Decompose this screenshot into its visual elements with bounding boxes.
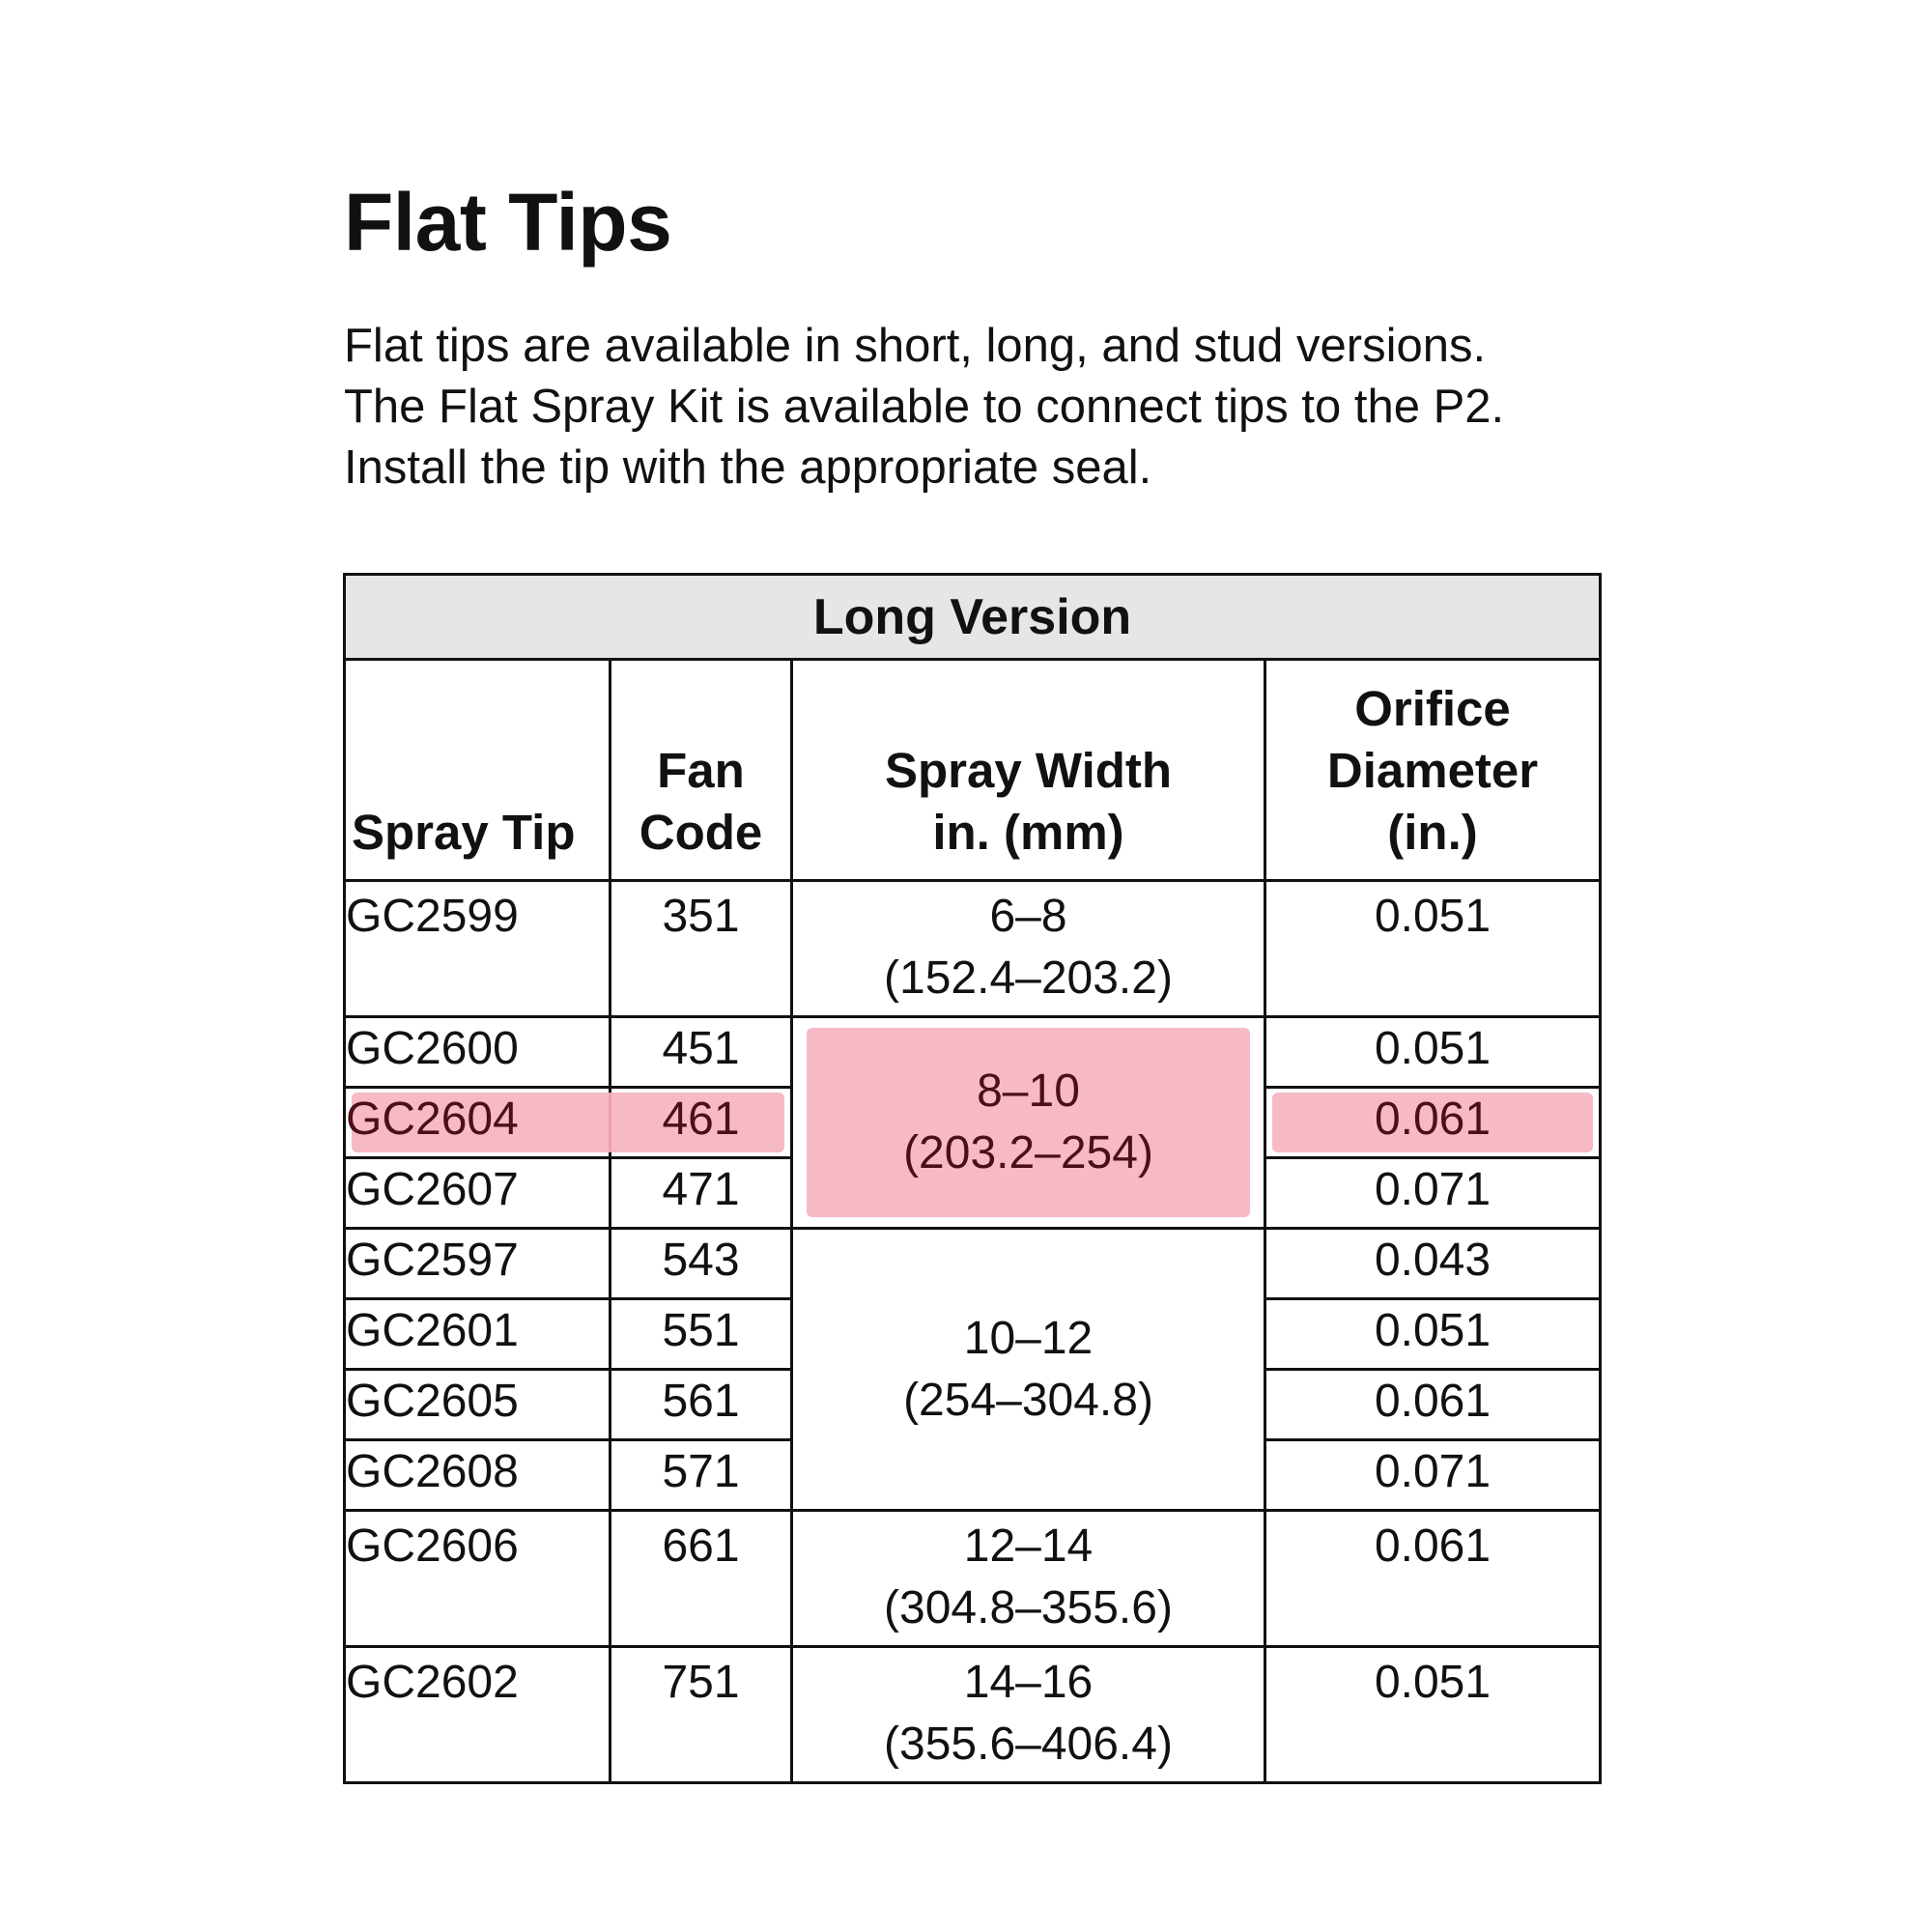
- cell-fan-code: 351: [611, 881, 792, 1017]
- cell-fan-code: 751: [611, 1647, 792, 1783]
- cell-spray-width: 10–12 (254–304.8): [792, 1229, 1265, 1511]
- cell-fan-code: 543: [611, 1229, 792, 1299]
- cell-fan-code: 451: [611, 1017, 792, 1088]
- table-header-row: [345, 660, 1601, 881]
- cell-fan-code: 561: [611, 1370, 792, 1440]
- table-row: [345, 1647, 1601, 1783]
- cell-fan-code: 461: [611, 1088, 792, 1158]
- highlight-band: [807, 1028, 1250, 1217]
- intro-line: The Flat Spray Kit is available to connect tips to the P2.: [344, 381, 1505, 433]
- table-row: [345, 1511, 1601, 1647]
- header-orifice-diameter: Orifice Diameter (in.): [1265, 660, 1601, 881]
- intro-line: Install the tip with the appropriate seal.: [344, 441, 1152, 494]
- cell-spray-tip: GC2602: [345, 1647, 611, 1783]
- cell-spray-width: 12–14 (304.8–355.6): [792, 1511, 1265, 1647]
- cell-spray-tip: GC2606: [345, 1511, 611, 1647]
- cell-spray-width: 6–8 (152.4–203.2): [792, 881, 1265, 1017]
- cell-spray-tip: GC2608: [345, 1440, 611, 1511]
- table-caption: Long Version: [345, 575, 1601, 660]
- cell-fan-code: 551: [611, 1299, 792, 1370]
- cell-orifice: 0.061: [1265, 1370, 1601, 1440]
- intro-paragraph: [344, 316, 1600, 498]
- cell-orifice: 0.071: [1265, 1440, 1601, 1511]
- cell-spray-tip: GC2600: [345, 1017, 611, 1088]
- cell-orifice: 0.051: [1265, 1017, 1601, 1088]
- cell-orifice: 0.051: [1265, 1299, 1601, 1370]
- cell-spray-tip: GC2599: [345, 881, 611, 1017]
- cell-fan-code: 471: [611, 1158, 792, 1229]
- cell-orifice: 0.071: [1265, 1158, 1601, 1229]
- header-fan-code: Fan Code: [611, 660, 792, 881]
- cell-orifice: 0.061: [1265, 1511, 1601, 1647]
- flat-tips-table: [343, 573, 1602, 1784]
- table-row: [345, 1017, 1601, 1088]
- page-content: [344, 169, 1600, 498]
- cell-spray-width: 14–16 (355.6–406.4): [792, 1647, 1265, 1783]
- intro-line: Flat tips are available in short, long, and stud versions.: [344, 320, 1487, 372]
- cell-spray-tip: GC2607: [345, 1158, 611, 1229]
- cell-orifice: 0.043: [1265, 1229, 1601, 1299]
- cell-spray-tip: GC2597: [345, 1229, 611, 1299]
- cell-orifice: 0.051: [1265, 881, 1601, 1017]
- table-row: [345, 881, 1601, 1017]
- page-title: Flat Tips: [344, 177, 672, 268]
- header-spray-width: Spray Width in. (mm): [792, 660, 1265, 881]
- cell-spray-width-highlighted: 8–10 (203.2–254): [792, 1017, 1265, 1229]
- cell-spray-tip: GC2601: [345, 1299, 611, 1370]
- cell-spray-tip: GC2605: [345, 1370, 611, 1440]
- cell-fan-code: 571: [611, 1440, 792, 1511]
- cell-orifice: 0.051: [1265, 1647, 1601, 1783]
- header-spray-tip: Spray Tip: [345, 660, 611, 881]
- table-row: [345, 1229, 1601, 1299]
- cell-fan-code: 661: [611, 1511, 792, 1647]
- cell-spray-tip: GC2604: [345, 1088, 611, 1158]
- cell-orifice: 0.061: [1265, 1088, 1601, 1158]
